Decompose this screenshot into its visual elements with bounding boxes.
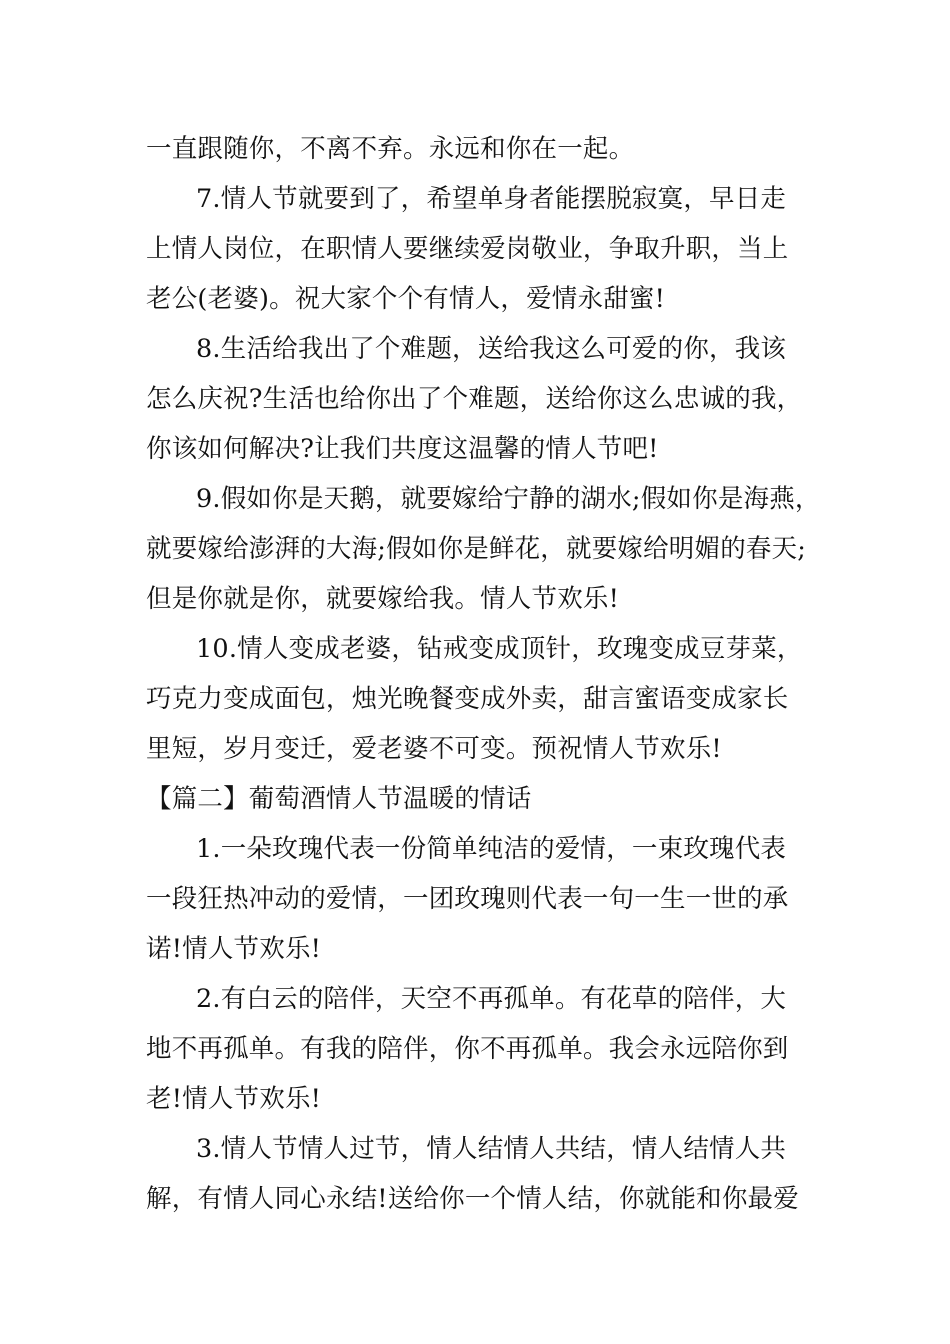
text-line: 上情人岗位，在职情人要继续爱岗敬业，争取升职，当上 — [146, 234, 789, 264]
list-item-8: 8.生活给我出了个难题，送给我这么可爱的你，我该 — [196, 334, 787, 364]
text-line: 巧克力变成面包，烛光晚餐变成外卖，甜言蜜语变成家长 — [146, 684, 789, 714]
text-line: 就要嫁给澎湃的大海;假如你是鲜花，就要嫁给明媚的春天; — [146, 534, 807, 564]
text-line: 老公(老婆)。祝大家个个有情人，爱情永甜蜜! — [146, 284, 666, 314]
text-line: 里短，岁月变迁，爱老婆不可变。预祝情人节欢乐! — [146, 734, 722, 764]
text-line: 你该如何解决?让我们共度这温馨的情人节吧! — [146, 434, 659, 464]
list-item-3: 3.情人节情人过节，情人结情人共结，情人结情人共 — [196, 1134, 787, 1164]
text-line: 老!情人节欢乐! — [146, 1084, 322, 1114]
section-heading: 【篇二】葡萄酒情人节温暖的情话 — [146, 784, 532, 814]
text-line: 一直跟随你，不离不弃。永远和你在一起。 — [146, 134, 635, 164]
list-item-10: 10.情人变成老婆，钻戒变成顶针，玫瑰变成豆芽菜， — [196, 634, 803, 664]
list-item-9: 9.假如你是天鹅，就要嫁给宁静的湖水;假如你是海燕， — [196, 484, 821, 514]
text-line: 一段狂热冲动的爱情，一团玫瑰则代表一句一生一世的承 — [146, 884, 789, 914]
text-line: 但是你就是你，就要嫁给我。情人节欢乐! — [146, 584, 620, 614]
list-item-7: 7.情人节就要到了，希望单身者能摆脱寂寞，早日走 — [196, 184, 787, 214]
text-line: 解，有情人同心永结!送给你一个情人结，你就能和你最爱 — [146, 1184, 799, 1214]
list-item-1: 1.一朵玫瑰代表一份简单纯洁的爱情，一束玫瑰代表 — [196, 834, 787, 864]
text-line: 怎么庆祝?生活也给你出了个难题，送给你这么忠诚的我， — [146, 384, 803, 414]
text-line: 地不再孤单。有我的陪伴，你不再孤单。我会永远陪你到 — [146, 1034, 789, 1064]
text-line: 诺!情人节欢乐! — [146, 934, 322, 964]
list-item-2: 2.有白云的陪伴，天空不再孤单。有花草的陪伴，大 — [196, 984, 787, 1014]
